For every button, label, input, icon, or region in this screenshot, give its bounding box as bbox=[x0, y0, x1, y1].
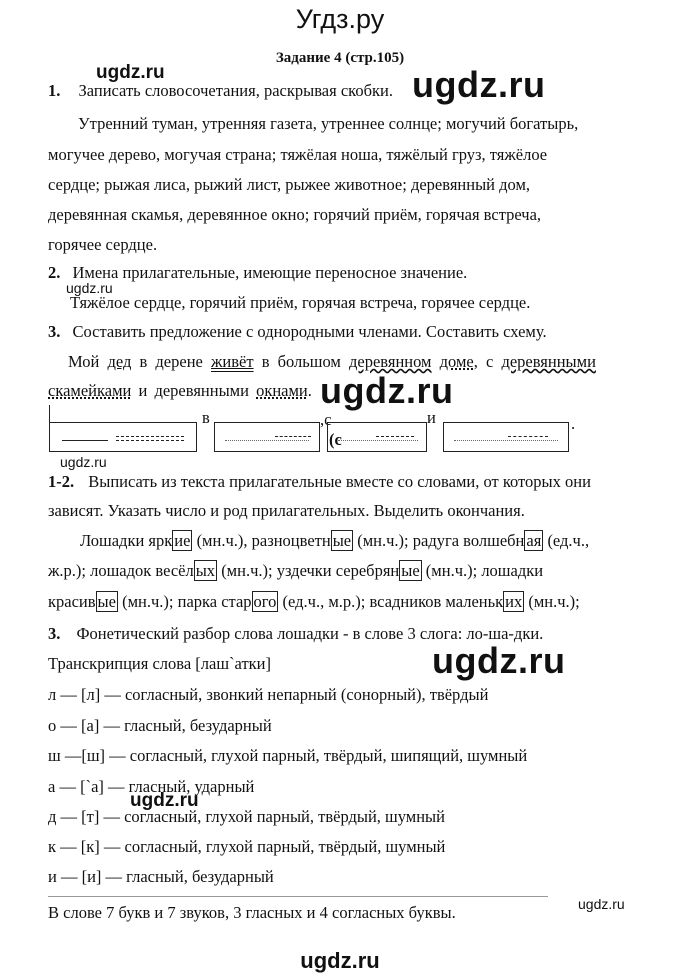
sentence-subject: дед bbox=[107, 352, 132, 371]
scheme-box-object bbox=[214, 422, 320, 452]
watermark-small: ugdz.ru bbox=[96, 62, 165, 83]
adjective-text: (ед.ч., м.р.); всадников маленьк bbox=[278, 592, 504, 611]
adjective-ending: ая bbox=[526, 531, 542, 550]
sentence-object: доме bbox=[439, 352, 474, 371]
exercise-1-number: 1. bbox=[48, 81, 61, 100]
sentence-line-2 bbox=[48, 381, 312, 401]
exercise-1-line: деревянная скамья, деревянное окно; горячий приём, горячая встреча, bbox=[48, 205, 542, 224]
adjective-text: (мн.ч.), разноцветн bbox=[192, 531, 331, 550]
adjective-text: (ед.ч., bbox=[543, 531, 590, 550]
scheme-predicate-line bbox=[116, 440, 184, 441]
exercise-1-line: горячее сердце. bbox=[48, 235, 158, 254]
exercise-3b-title: Фонетический разбор слова лошадки - в слове 3 слога: ло-ша-дки. bbox=[76, 624, 544, 643]
summary: В слове 7 букв и 7 звуков, 3 гласных и 4 согласных буквы. bbox=[48, 903, 456, 922]
adjective-text: ж.р.); лошадок весёл bbox=[48, 561, 194, 580]
exercise-3-heading bbox=[48, 322, 547, 342]
adjective-text: красив bbox=[48, 592, 96, 611]
adjective-text: (мн.ч.); радуга волшебн bbox=[353, 531, 525, 550]
scheme-box-object bbox=[443, 422, 569, 452]
sentence-word: в большом bbox=[261, 352, 341, 371]
scheme-predicate-line bbox=[116, 436, 184, 437]
watermark-tiny: ugdz.ru bbox=[66, 280, 113, 296]
footer-divider bbox=[48, 896, 548, 897]
task-title: Задание 4 (стр.105) bbox=[275, 50, 405, 66]
adjective-ending: ые bbox=[97, 592, 116, 611]
watermark-tiny: ugdz.ru bbox=[578, 896, 625, 912]
exercise-1-line: сердце; рыжая лиса, рыжий лист, рыжее животное; деревянный дом, bbox=[48, 175, 531, 194]
scheme-separator: ,с bbox=[320, 410, 332, 429]
adjective-text: (мн.ч.); уздечки серебрян bbox=[217, 561, 400, 580]
exercise-3-title: Составить предложение с однородными членами. Составить схему. bbox=[72, 322, 547, 341]
exercise-2-number: 2. bbox=[48, 263, 61, 282]
adjective-text: Лошадки ярк bbox=[80, 531, 173, 550]
exercise-1-2-number: 1-2. bbox=[48, 472, 75, 491]
sentence-object: скамейками bbox=[48, 381, 132, 400]
phonetic-row: д — [т] — согласный, глухой парный, твёрдый, шумный bbox=[48, 807, 445, 826]
adjective-text: (мн.ч.); лошадки bbox=[421, 561, 544, 580]
sentence-word: . bbox=[307, 381, 312, 400]
scheme-object-line bbox=[275, 436, 311, 437]
phonetic-row: а — [`а] — гласный, ударный bbox=[48, 777, 255, 796]
scheme-separator: и bbox=[427, 408, 436, 427]
phonetic-row: к — [к] — согласный, глухой парный, твёрдый, шумный bbox=[48, 837, 446, 856]
scheme-end-dot: . bbox=[571, 414, 576, 433]
scheme-object-line bbox=[376, 436, 414, 437]
exercise-1-2-title: Выписать из текста прилагательные вместе со словами, от которых они bbox=[88, 472, 591, 491]
transcription: Транскрипция слова [лаш`атки] bbox=[48, 654, 272, 673]
watermark-big: ugdz.ru bbox=[320, 370, 454, 411]
phonetic-row: л — [л] — согласный, звонкий непарный (сонорный), твёрдый bbox=[48, 685, 489, 704]
exercise-1-2-title-cont: зависят. Указать число и род прилагательных. Выделить окончания. bbox=[48, 501, 525, 520]
watermark-big: ugdz.ru bbox=[412, 64, 546, 105]
watermark-tiny: ugdz.ru bbox=[60, 454, 107, 470]
exercise-1-title: Записать словосочетания, раскрывая скобки. bbox=[78, 81, 393, 100]
scheme-box-subject-predicate bbox=[49, 422, 197, 452]
adjective-ending: ого bbox=[253, 592, 277, 611]
site-title: Угдз.ру bbox=[295, 4, 385, 34]
sentence-word: и деревянными bbox=[138, 381, 249, 400]
exercise-1-2-heading bbox=[48, 472, 591, 492]
watermark-small: ugdz.ru bbox=[130, 790, 199, 811]
sentence-object: окнами bbox=[256, 381, 308, 400]
adjectives-line-2 bbox=[48, 561, 543, 581]
scheme-subject-line bbox=[62, 440, 108, 441]
exercise-1-line: могучее дерево, могучая страна; тяжёлая ноша, тяжёлый груз, тяжёлое bbox=[48, 145, 548, 164]
adjective-ending: ых bbox=[195, 561, 216, 580]
scheme-wavy-line bbox=[338, 440, 418, 441]
sentence-line-1 bbox=[68, 352, 596, 372]
sentence-attribute: деревянными bbox=[501, 352, 596, 371]
exercise-1-heading bbox=[48, 81, 393, 101]
phonetic-row: и — [и] — гласный, безударный bbox=[48, 867, 274, 886]
exercise-1-line: Утренний туман, утренняя газета, утреннее солнце; могучий богатырь, bbox=[78, 114, 579, 133]
adjective-ending: ые bbox=[332, 531, 352, 550]
exercise-2-title: Имена прилагательные, имеющие переносное значение. bbox=[72, 263, 468, 282]
scheme-separator: в bbox=[202, 408, 210, 427]
adjective-ending: ие bbox=[174, 531, 191, 550]
adjective-ending: ые bbox=[401, 561, 420, 580]
scheme-paren: (с bbox=[329, 430, 342, 449]
sentence-attribute: деревянном bbox=[349, 352, 432, 371]
adjectives-line-3 bbox=[48, 592, 580, 612]
phonetic-row: ш —[ш] — согласный, глухой парный, твёрдый, шипящий, шумный bbox=[48, 746, 528, 765]
scheme-wavy-line bbox=[225, 440, 309, 441]
watermark-bottom: ugdz.ru bbox=[300, 948, 380, 973]
scheme-box-object bbox=[327, 422, 427, 452]
phonetic-row: о — [а] — гласный, безударный bbox=[48, 716, 272, 735]
exercise-3-number: 3. bbox=[48, 322, 61, 341]
adjective-text: (мн.ч.); парка стар bbox=[117, 592, 252, 611]
scheme-object-line bbox=[508, 436, 548, 437]
scheme-wavy-line bbox=[454, 440, 558, 441]
sentence-word: в дерене bbox=[139, 352, 203, 371]
watermark-big: ugdz.ru bbox=[432, 640, 566, 681]
sentence-word: Мой bbox=[68, 352, 100, 371]
sentence-word: , с bbox=[473, 352, 494, 371]
exercise-3b-number: 3. bbox=[48, 624, 61, 643]
adjectives-line-1 bbox=[80, 531, 589, 551]
adjective-text: (мн.ч.); bbox=[524, 592, 580, 611]
adjective-ending: их bbox=[505, 592, 523, 611]
sentence-predicate: живёт bbox=[211, 352, 254, 371]
exercise-2-answer: Тяжёлое сердце, горячий приём, горячая встреча, горячее сердце. bbox=[70, 293, 531, 312]
